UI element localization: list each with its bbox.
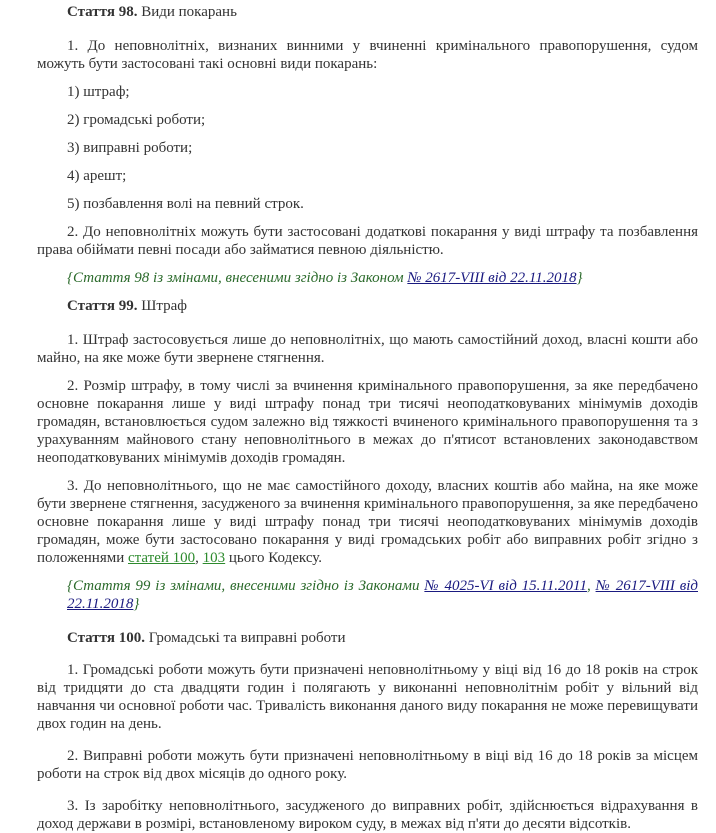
- article-99-heading: [37, 297, 698, 315]
- article-103-link[interactable]: 103: [202, 550, 226, 566]
- article-98-paragraph-2: 2. До неповнолітніх можуть бути застосовані додаткові покарання у виді штрафу та позбавлення права обіймати певні посади або займатися певною діяльністю.: [37, 224, 698, 258]
- article-100-title: Громадські та виправні роботи: [144, 630, 346, 646]
- law-4025-link[interactable]: № 4025-VI від 15.11.2011: [424, 578, 587, 594]
- article-99-amendment-note: [37, 577, 698, 613]
- article-98-item-3: 3) виправні роботи;: [67, 140, 193, 156]
- article-99-paragraph-3-text: 3. До неповнолітнього, що не має самостійного доходу, власних коштів або майна, на яке може бути звернене стягнення, засудженого за вчинення кримінального правопорушення, за яке передбачено основне покарання лише у виді штрафу понад три тисячі неоподатковуваних мінімумів доходів громадян, може бути застосовано покарання у виді громадських робіт або виправних робіт згідно з положеннями: [37, 478, 698, 566]
- article-99-paragraph-2: 2. Розмір штрафу, в тому числі за вчинення кримінального правопорушення, за яке передбачено основне покарання лише у виді штрафу понад три тисячі неоподатковуваних мінімумів доходів громадян, встановлюється судом залежно від тяжкості вчиненого кримінального правопорушення та з урахуванням майнового стану неповнолітнього в межах до п'ятисот встановлених законодавством неоподатковуваних мінімумів доходів громадян.: [37, 378, 698, 466]
- article-99-paragraph-3: [37, 477, 698, 567]
- article-99-title: Штраф: [137, 298, 187, 314]
- article-98-title: Види покарань: [137, 4, 237, 20]
- article-100-paragraph-3: 3. Із заробітку неповнолітнього, засудженого до виправних робіт, здійснюється відрахування в доход держави в розмірі, встановленому вироком суду, в межах від п'яти до десяти відсотків.: [37, 798, 698, 832]
- article-98-amendment-note: [37, 269, 698, 287]
- article-100-number: Стаття 100.: [67, 630, 145, 646]
- article-98-paragraph-1: 1. До неповнолітніх, визнаних винними у вчиненні кримінального правопорушення, судом можуть бути застосовані такі основні види покарань:: [37, 38, 698, 72]
- article-98-heading: [37, 3, 698, 21]
- article-98-item-2: 2) громадські роботи;: [67, 112, 206, 128]
- article-99-note-separator: ,: [586, 578, 596, 594]
- article-99-number: Стаття 99.: [67, 298, 138, 314]
- article-98-item-4: 4) арешт;: [67, 168, 127, 184]
- article-98-number: Стаття 98.: [67, 4, 138, 20]
- article-99-paragraph-3-end: цього Кодексу.: [225, 550, 323, 566]
- article-99-note-prefix: {Стаття 99 із змінами, внесеними згідно із Законами: [67, 578, 425, 594]
- article-99-paragraph-1: 1. Штраф застосовується лише до неповнолітніх, що мають самостійний доход, власні кошти або майно, на яке може бути звернене стягнення.: [37, 332, 698, 366]
- document-body: [0, 3, 716, 833]
- article-100-paragraph-2: 2. Виправні роботи можуть бути призначені неповнолітньому в віці від 16 до 18 років за місцем роботи на строк від двох місяців до одного року.: [37, 748, 698, 782]
- article-100-heading: [37, 629, 698, 647]
- article-98-note-prefix: {Стаття 98 із змінами, внесеними згідно із Законом: [67, 270, 408, 286]
- article-98-note-suffix: }: [576, 270, 583, 286]
- article-98-item-1: 1) штраф;: [67, 84, 130, 100]
- article-98-item-5: 5) позбавлення волі на певний строк.: [67, 196, 304, 212]
- law-2617-link-2[interactable]: № 2617-VIII від 22.11.2018: [67, 578, 698, 612]
- law-2617-link[interactable]: № 2617-VIII від 22.11.2018: [407, 270, 577, 286]
- article-99-link-separator: ,: [195, 550, 203, 566]
- article-100-paragraph-1: 1. Громадські роботи можуть бути призначені неповнолітньому у віці від 16 до 18 років на строк від тридцяти до ста двадцяти годин і полягають у виконанні неповнолітнім робіт у вільний від навчання чи основної роботи час. Тривалість виконання даного виду покарання не може перевищувати двох годин на день.: [37, 662, 698, 732]
- article-100-link[interactable]: статей 100: [128, 550, 196, 566]
- article-99-note-suffix: }: [133, 596, 140, 612]
